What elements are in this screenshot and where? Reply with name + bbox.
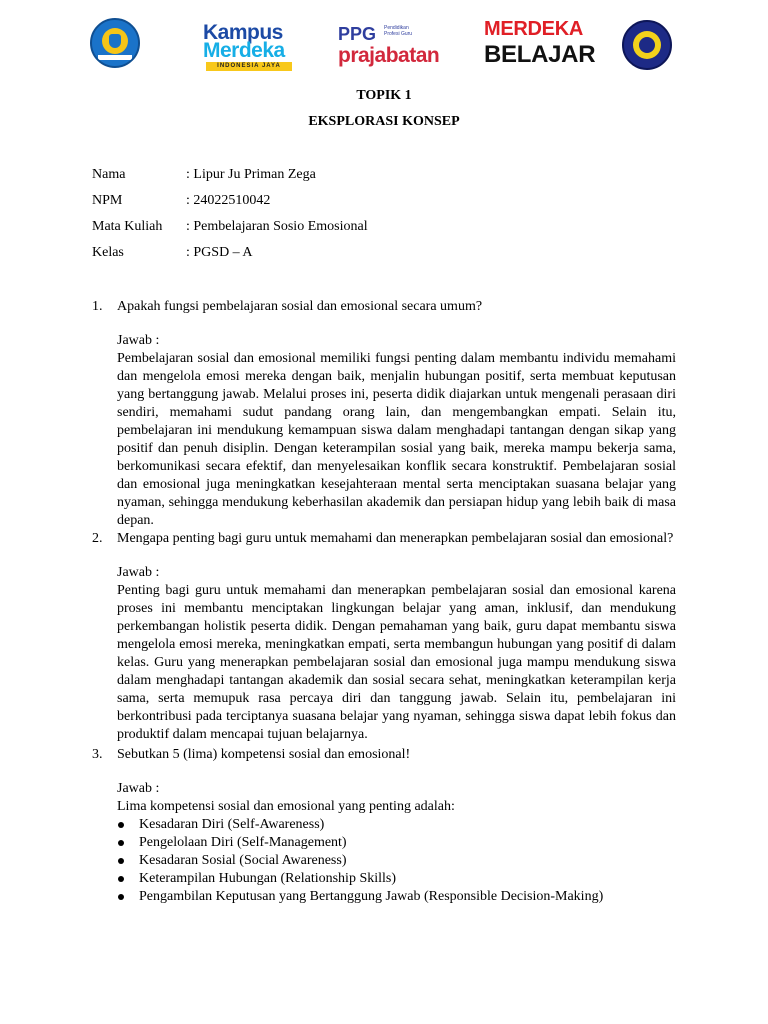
identity-label: NPM bbox=[92, 193, 123, 208]
question-text: Apakah fungsi pembelajaran sosial dan emosional secara umum? bbox=[117, 299, 483, 314]
identity-row-name bbox=[92, 166, 368, 192]
list-item bbox=[117, 888, 676, 906]
bullet-icon bbox=[118, 894, 124, 900]
merdeka-belajar-logo: MERDEKA BELAJAR bbox=[484, 18, 596, 68]
list-item-text: Pengambilan Keputusan yang Bertanggung Jawab (Responsible Decision-Making) bbox=[139, 889, 604, 904]
identity-row-course bbox=[92, 218, 368, 244]
tut-wuri-handayani-logo-icon bbox=[90, 18, 140, 68]
university-seal-logo-icon bbox=[622, 20, 672, 70]
list-item-text: Kesadaran Sosial (Social Awareness) bbox=[139, 853, 347, 868]
list-item-text: Kesadaran Diri (Self-Awareness) bbox=[139, 817, 325, 832]
identity-value: : 24022510042 bbox=[186, 193, 271, 208]
document-title: TOPIK 1 bbox=[356, 88, 412, 103]
answer-text: Lima kompetensi sosial dan emosional yang penting adalah: bbox=[117, 799, 455, 814]
question-text: Mengapa penting bagi guru untuk memahami dan menerapkan pembelajaran sosial dan emosional? bbox=[117, 531, 674, 546]
document-subtitle: EKSPLORASI KONSEP bbox=[308, 114, 460, 129]
identity-row-npm bbox=[92, 192, 368, 218]
identity-label: Mata Kuliah bbox=[92, 219, 163, 234]
identity-value: : PGSD – A bbox=[186, 245, 253, 260]
identity-value: : Lipur Ju Priman Zega bbox=[186, 167, 316, 182]
competency-list bbox=[117, 816, 676, 906]
list-item-text: Keterampilan Hubungan (Relationship Skills) bbox=[139, 871, 397, 886]
logo-bar bbox=[0, 16, 768, 76]
bullet-icon bbox=[118, 858, 124, 864]
answer-label: Jawab : bbox=[117, 781, 160, 796]
answer-text: Penting bagi guru untuk memahami dan menerapkan pembelajaran sosial dan emosional karena proses ini membantu menciptakan lingkungan belajar yang aman, inklusif, dan mendukung perkembangan holistik peserta didik. Dengan pemahaman yang baik, guru dapat membantu siswa mengelola emosi mereka, meningkatkan empati, serta membangun hubungan yang positif di dalam kelas. Guru yang menerapkan pembelajaran sosial dan emosional juga mampu mendukung siswa dalam menghadapi tantangan akademik dan sosial secara sehat, meningkatkan keterampilan kerja sama, serta memupuk rasa percaya diri dan tanggung jawab. Selain itu, pembelajaran ini berkontribusi pada terciptanya suasana belajar yang nyaman, sehingga siswa dapat lebih fokus dan produktif dalam mencapai tujuan belajarnya. bbox=[117, 583, 676, 742]
question-2 bbox=[92, 530, 676, 744]
bullet-icon bbox=[118, 840, 124, 846]
identity-value: : Pembelajaran Sosio Emosional bbox=[186, 219, 368, 234]
question-text: Sebutkan 5 (lima) kompetensi sosial dan emosional! bbox=[117, 747, 411, 762]
list-item bbox=[117, 870, 676, 888]
list-item bbox=[117, 834, 676, 852]
answer-label: Jawab : bbox=[117, 333, 160, 348]
question-number: 2. bbox=[92, 531, 103, 546]
question-3 bbox=[92, 746, 676, 906]
bullet-icon bbox=[118, 822, 124, 828]
answer-text: Pembelajaran sosial dan emosional memiliki fungsi penting dalam membantu individu memahami dan mengelola emosi mereka dengan baik, menjalin hubungan positif, serta membuat keputusan yang bertanggung jawab. Melalui proses ini, peserta didik diajarkan untuk mengenali perasaan diri sendiri, memahami sudut pandang orang lain, dan mengembangkan empati. Selain itu, pembelajaran ini mendukung kemampuan siswa dalam menghadapi tantangan dengan sikap yang positif dan penuh disiplin. Dengan keterampilan sosial yang baik, mereka mampu bekerja sama, berkomunikasi secara efektif, dan menyelesaikan konflik secara konstruktif. Pembelajaran sosial dan emosional juga meningkatkan kesejahteraan mental serta menciptakan suasana belajar yang nyaman, sehingga mendukung keberhasilan akademik dan persiapan hidup yang lebih baik di masa depan. bbox=[117, 351, 676, 528]
list-item bbox=[117, 816, 676, 834]
question-number: 3. bbox=[92, 747, 103, 762]
list-item-text: Pengelolaan Diri (Self-Management) bbox=[139, 835, 347, 850]
answer-label: Jawab : bbox=[117, 565, 160, 580]
question-1 bbox=[92, 298, 676, 530]
identity-block bbox=[92, 166, 368, 270]
question-number: 1. bbox=[92, 299, 103, 314]
bullet-icon bbox=[118, 876, 124, 882]
identity-label: Kelas bbox=[92, 245, 124, 260]
list-item bbox=[117, 852, 676, 870]
identity-label: Nama bbox=[92, 167, 126, 182]
identity-row-class bbox=[92, 244, 368, 270]
ppg-prajabatan-logo: PPG Pendidikan Profesi Guru prajabatan bbox=[338, 24, 440, 67]
kampus-merdeka-logo: Kampus Merdeka INDONESIA JAYA bbox=[200, 22, 296, 72]
